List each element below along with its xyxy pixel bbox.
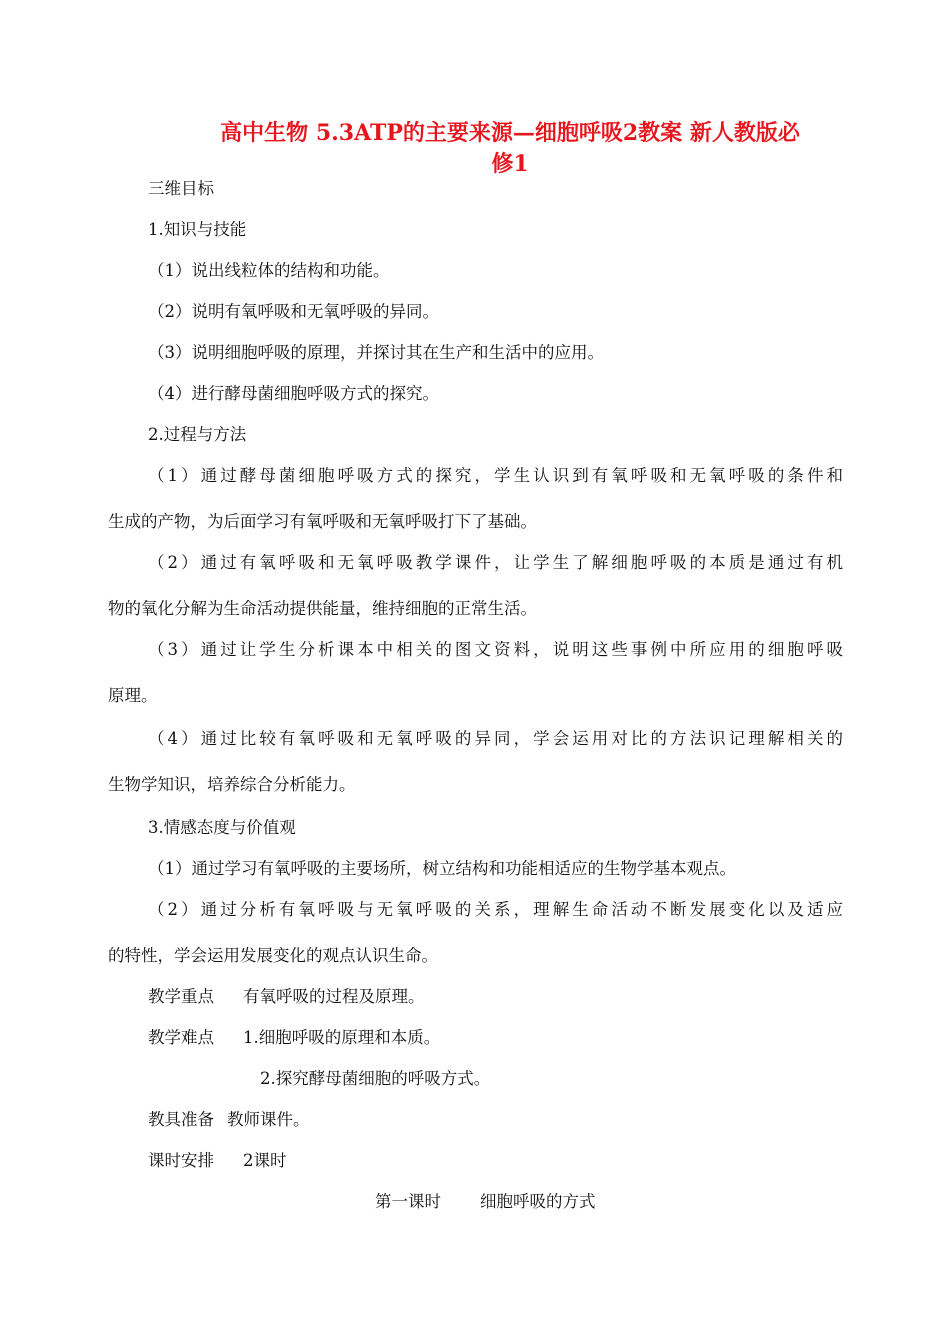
section2-paragraph-4: （4）通过比较有氧呼吸和无氧呼吸的异同，学会运用对比的方法识记理解相关的 生物学知识，培养综合分析能力。	[108, 729, 843, 794]
tools-label: 教具准备	[148, 1110, 214, 1129]
section2-heading: 2.过程与方法	[148, 425, 247, 444]
section3-paragraph-2: （2）通过分析有氧呼吸与无氧呼吸的关系，理解生命活动不断发展变化以及适应 的特性，学会运用发展变化的观点认识生命。	[108, 900, 843, 965]
tools-text: 教师课件。	[227, 1110, 310, 1129]
difficulty-text-2: 2.探究酵母菌细胞的呼吸方式。	[260, 1069, 491, 1088]
difficulty-label: 教学难点	[148, 1028, 214, 1047]
goals-heading: 三维目标	[148, 179, 214, 198]
key-point-label: 教学重点	[148, 987, 214, 1006]
section3-paragraph-1: （1）通过学习有氧呼吸的主要场所，树立结构和功能相适应的生物学基本观点。	[148, 859, 736, 878]
section1-item-4: （4）进行酵母菌细胞呼吸方式的探究。	[148, 384, 439, 403]
section2-paragraph-1: （1）通过酵母菌细胞呼吸方式的探究，学生认识到有氧呼吸和无氧呼吸的条件和 生成的产物，为后面学习有氧呼吸和无氧呼吸打下了基础。	[108, 466, 843, 531]
title-line-1: 高中生物 5.3ATP的主要来源—细胞呼吸2教案 新人教版必	[220, 120, 800, 146]
section1-item-1: （1）说出线粒体的结构和功能。	[148, 261, 390, 280]
section3-heading: 3.情感态度与价值观	[148, 818, 296, 837]
lesson-label: 第一课时	[375, 1192, 441, 1211]
document-title	[120, 118, 900, 180]
section1-item-3: （3）说明细胞呼吸的原理，并探讨其在生产和生活中的应用。	[148, 343, 604, 362]
key-point-text: 有氧呼吸的过程及原理。	[243, 987, 425, 1006]
schedule-text: 2课时	[243, 1151, 287, 1170]
section2-paragraph-2: （2）通过有氧呼吸和无氧呼吸教学课件，让学生了解细胞呼吸的本质是通过有机 物的氧化分解为生命活动提供能量，维持细胞的正常生活。	[108, 553, 843, 618]
difficulty-text-1: 1.细胞呼吸的原理和本质。	[243, 1028, 441, 1047]
title-line-2: 修1	[491, 151, 529, 177]
schedule-label: 课时安排	[148, 1151, 214, 1170]
section1-heading: 1.知识与技能	[148, 220, 247, 239]
section1-item-2: （2）说明有氧呼吸和无氧呼吸的异同。	[148, 302, 439, 321]
lesson-text: 细胞呼吸的方式	[480, 1192, 596, 1211]
section2-paragraph-3: （3）通过让学生分析课本中相关的图文资料，说明这些事例中所应用的细胞呼吸 原理。	[108, 640, 843, 705]
